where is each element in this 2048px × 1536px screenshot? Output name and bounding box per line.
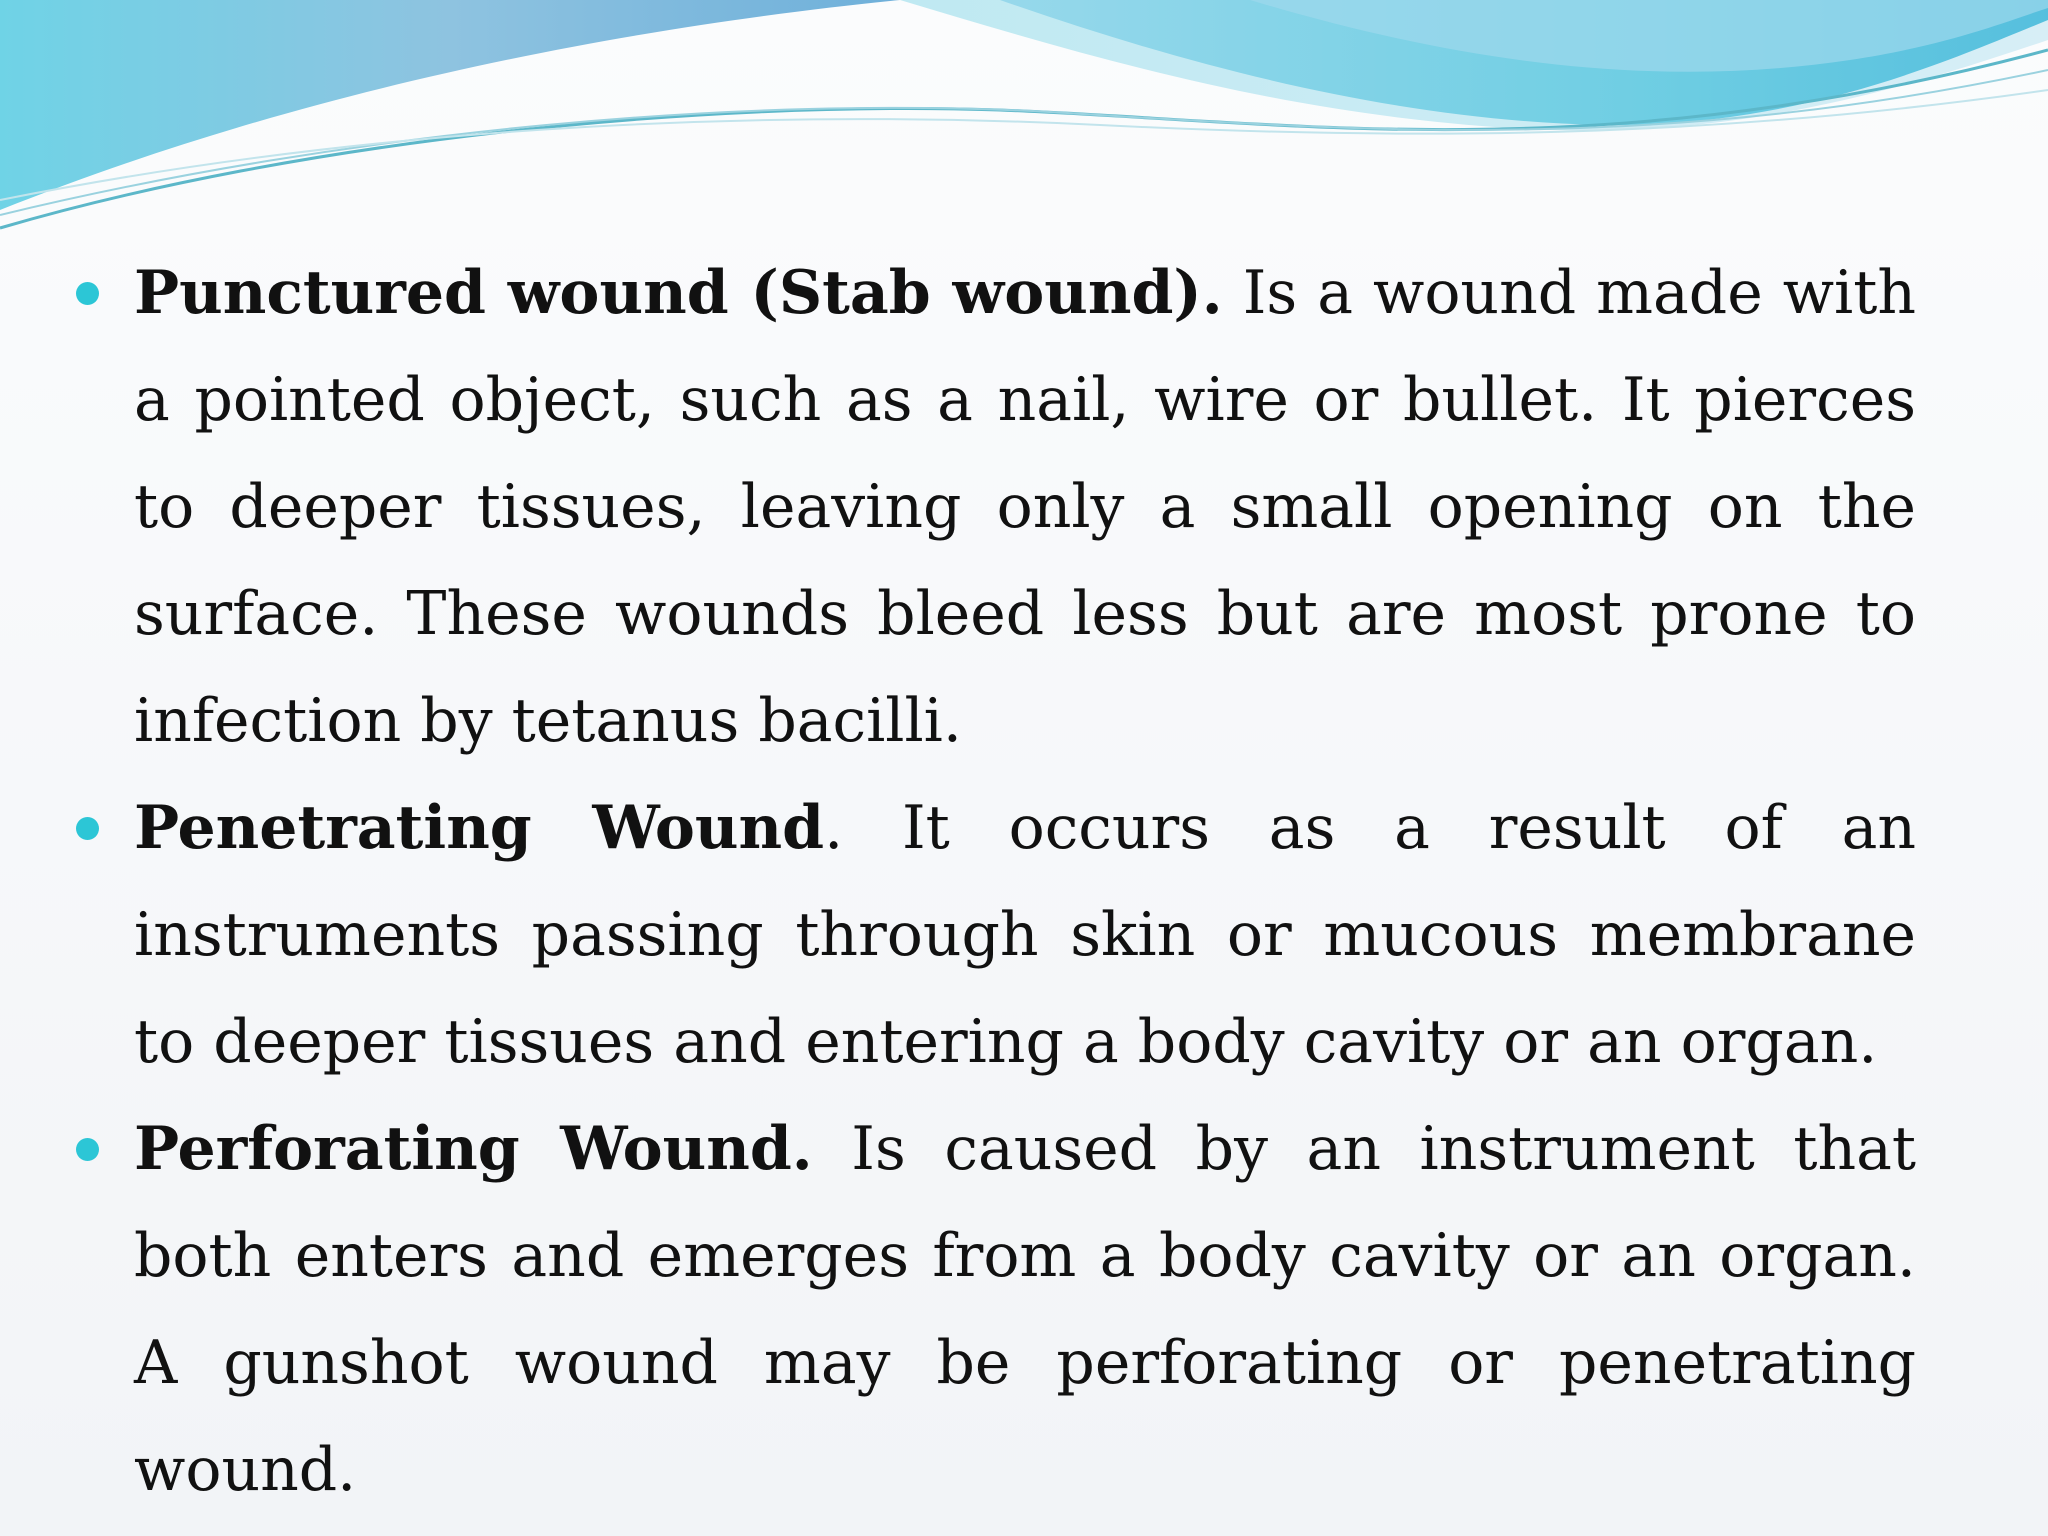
header-wave-decoration: [0, 0, 2048, 240]
bullet-item-punctured-wound: [76, 240, 1916, 775]
slide-content: [76, 240, 1976, 1524]
bullet-text: Is caused by an instrument that both enters and emerges from a body cavity or an organ. A gunshot wound may be perforating or penetrating wound.: [134, 1114, 1916, 1505]
bullet-term: Penetrating Wound: [134, 793, 825, 863]
bullet-text: . It occurs as a result of an instruments passing through skin or mucous membrane to deeper tissues and entering a body cavity or an organ.: [134, 793, 1916, 1077]
bullet-list: [76, 240, 1976, 1524]
bullet-text: Is a wound made with a pointed object, such as a nail, wire or bullet. It pierces to deeper tissues, leaving only a small opening on the surface. These wounds bleed less but are most prone to infection by tetanus bacilli.: [134, 258, 1917, 756]
bullet-item-penetrating-wound: [76, 775, 1916, 1096]
bullet-term: Perforating Wound.: [134, 1114, 813, 1184]
bullet-dot-icon: [76, 817, 99, 840]
bullet-dot-icon: [76, 282, 99, 305]
bullet-item-perforating-wound: [76, 1096, 1916, 1524]
bullet-term: Punctured wound (Stab wound).: [134, 258, 1223, 328]
bullet-dot-icon: [76, 1138, 99, 1161]
